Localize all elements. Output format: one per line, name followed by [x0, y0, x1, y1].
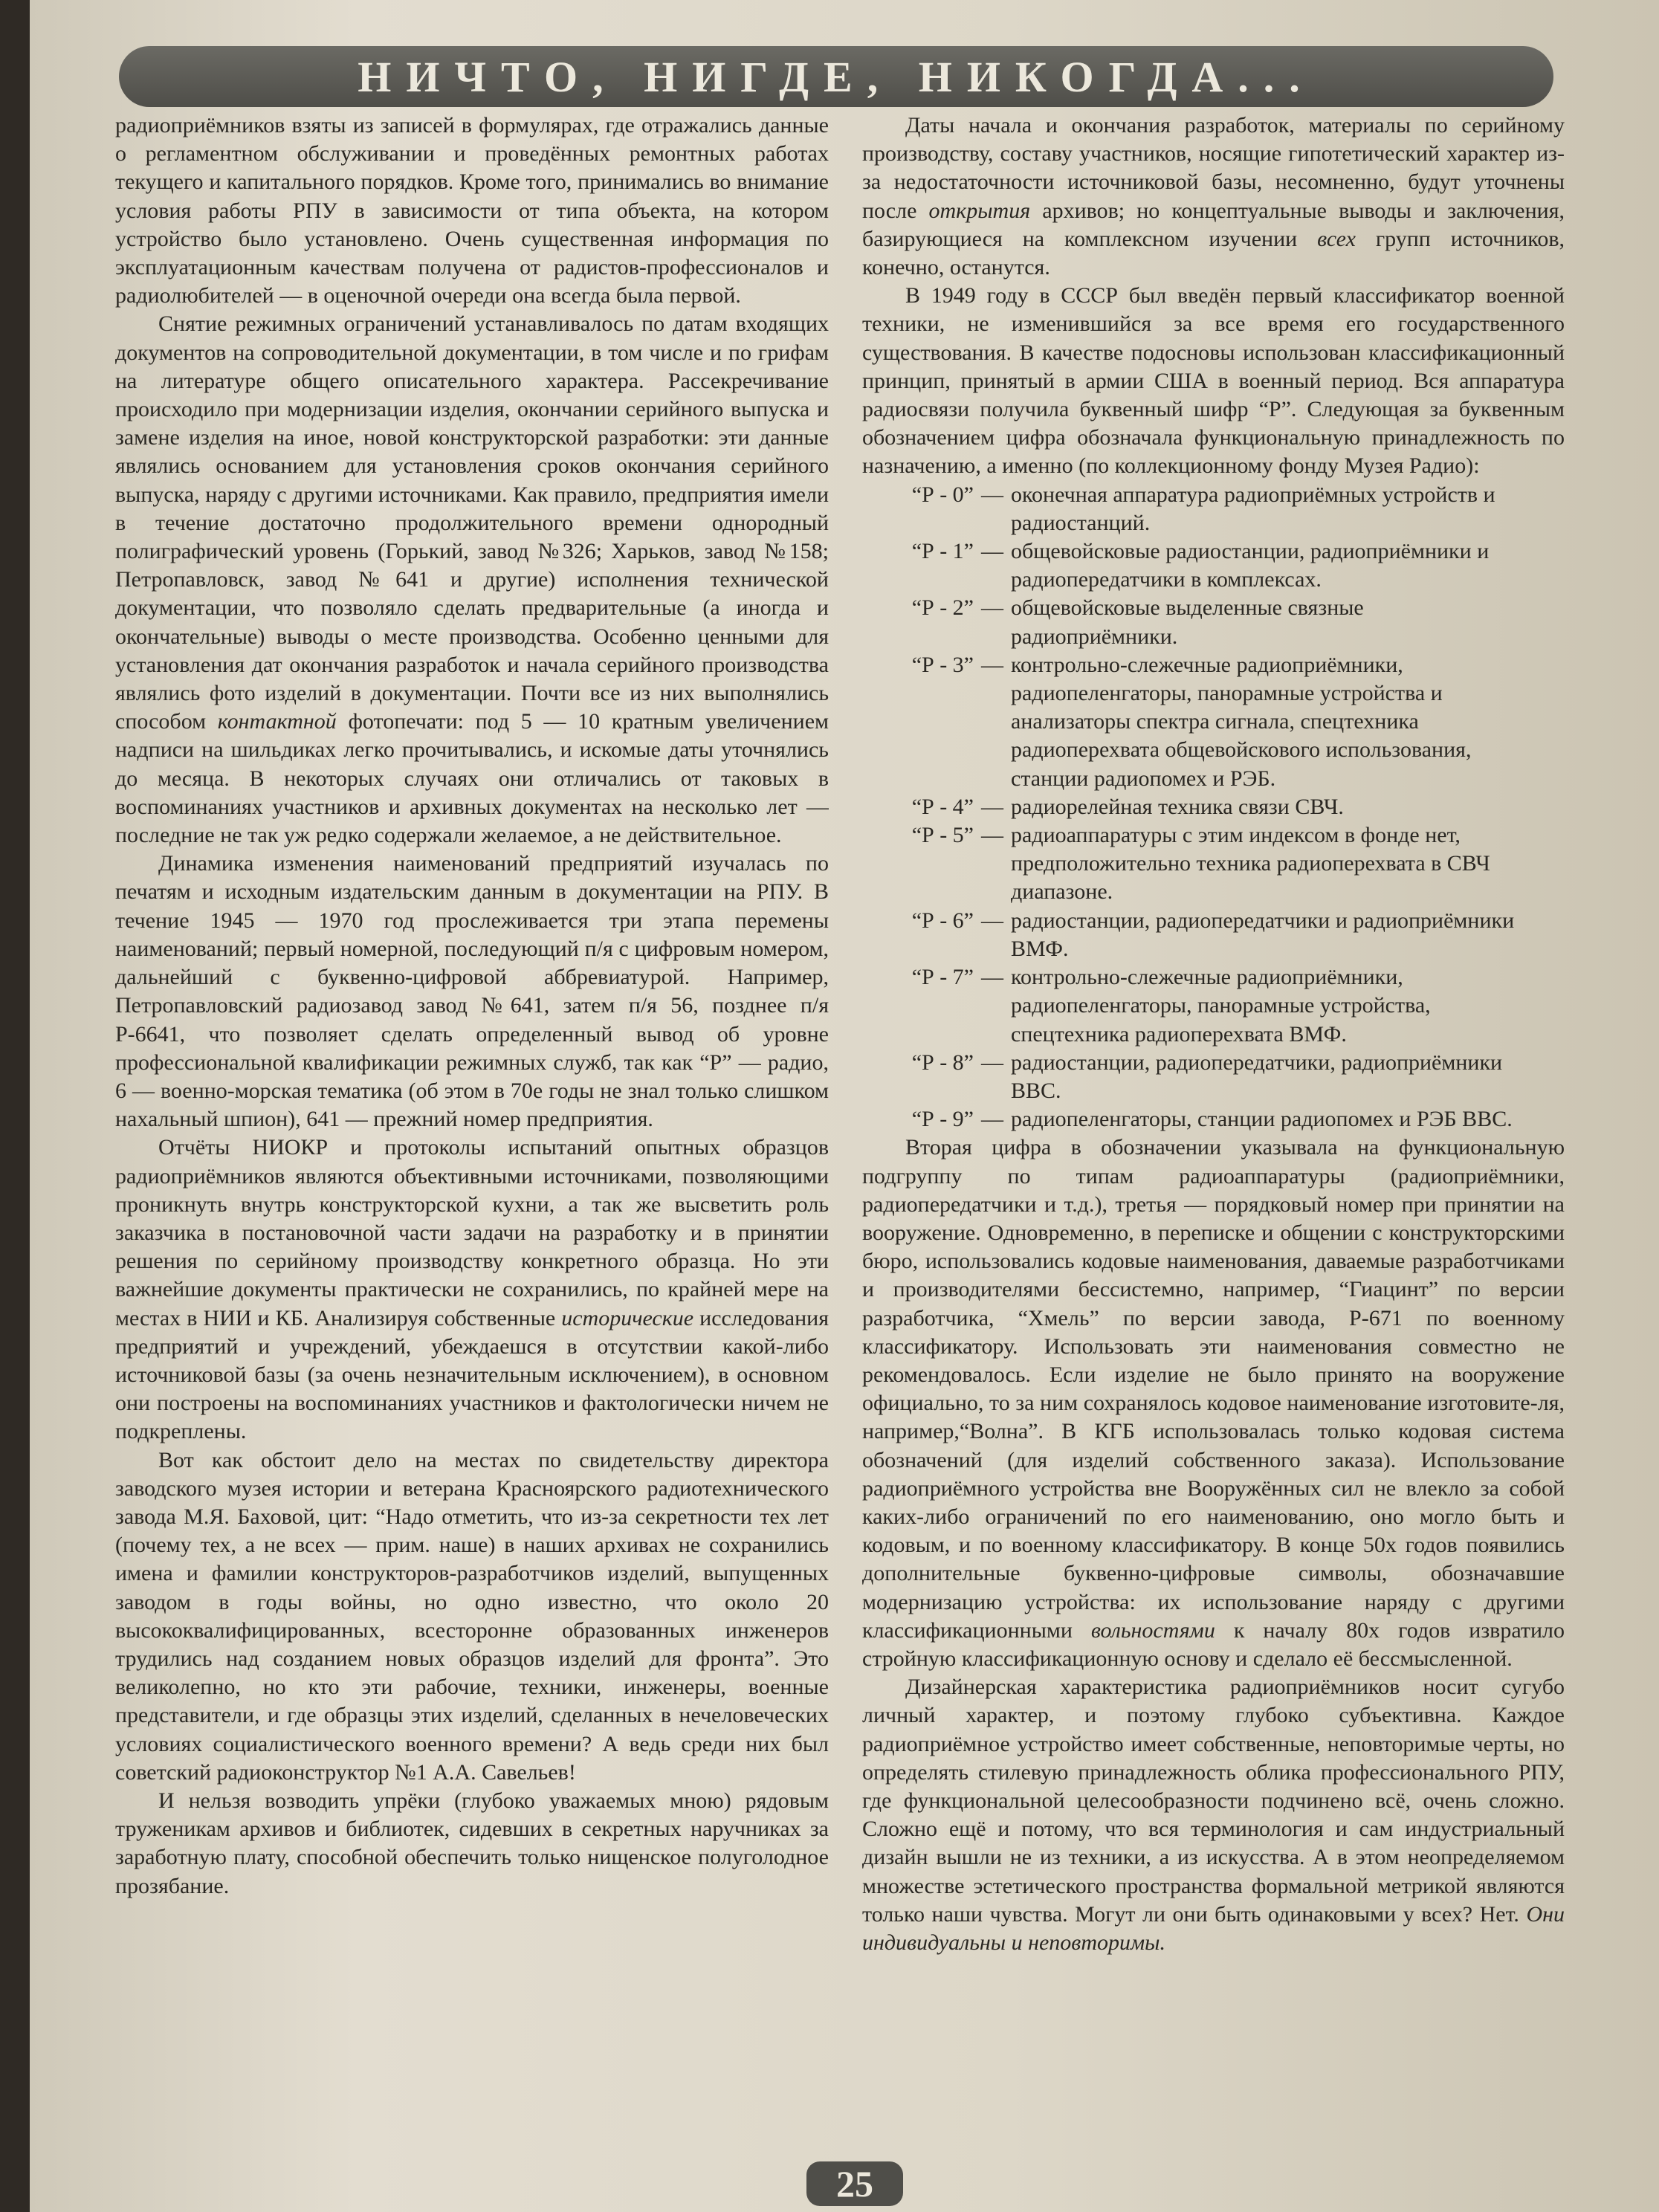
paragraph: И нельзя возводить упрёки (глубоко уважаемых мною) рядовым труженикам архивов и библиотек, сидевших в секретных наручниках за заработную плату, способной обеспечить только нищенское полуголодное прозябание.: [115, 1788, 829, 1898]
classifier-dash: —: [981, 1050, 1003, 1075]
classifier-code: “Р - 0”: [911, 482, 974, 507]
classifier-code: “Р - 4”: [911, 794, 974, 819]
classifier-desc: радиоаппаратуры с этим индексом в фонде нет, предположительно техника радиоперехвата в СВЧ диапазоне.: [1011, 823, 1490, 905]
paragraph: Снятие режимных ограничений устанавливалось по датам входящих документов на сопроводительной документации, в том числе и по грифам на литературе общего описательного характера. Рассекречивание происходило при модернизации изделия, окончании серийного выпуска и замене изделия на иное, новой конструкторской разработки: эти данные являлись основанием для установления сроков окончания серийного выпуска, наряду с другими источниками. Как правило, предприятия имели в течение достаточно продолжительного времени однородный полиграфический уровень (Горький, завод №326; Харьков, завод №158; Петропавловск, завод №641 и другие) исполнения технической документации, что позволяло сделать предварительные (а иногда и окончательные) выводы о месте производства. Особенно ценными для установления дат окончания разработок и начала серийного производства являлись фото изделий в документации. Почти все из них выполнялись способом контактной фотопечати: под 5 — 10 кратным увеличением надписи на шильдиках легко прочитывались, и искомые даты уточнялись до месяца. В некоторых случаях они отличались от таковых в воспоминаниях участников и архивных документах на несколько лет — последние не так уж редко содержали желаемое, а не действительное.: [115, 311, 829, 848]
page-number: 25: [806, 2161, 903, 2206]
classifier-item: [862, 907, 1565, 963]
classifier-item: [862, 651, 1565, 793]
classifier-desc: радиорелейная техника связи СВЧ.: [1011, 794, 1344, 819]
header-banner: [119, 46, 1553, 107]
classifier-desc: оконечная аппаратура радиоприёмных устройств и радиостанций.: [1011, 482, 1495, 535]
classifier-dash: —: [981, 652, 1003, 677]
classifier-list: [862, 481, 1565, 1134]
classifier-desc: общевойсковые радиостанции, радиоприёмники и радиопередатчики в комплексах.: [1011, 539, 1490, 592]
paragraph: В 1949 году в СССР был введён первый классификатор военной техники, не изменившийся за все время его государственного существования. В качестве подосновы использован классификационный принцип, принятый в армии США в военный период. Вся аппаратура радиосвязи получила буквенный шифр “Р”. Следующая за буквенным обозначением цифра обозначала функциональную принадлежность по назначению, а именно (по коллекционному фонду Музея Радио):: [862, 283, 1565, 479]
classifier-dash: —: [981, 823, 1003, 848]
classifier-desc: контрольно-слежечные радиоприёмники, радиопеленгаторы, панорамные устройства и анализаторы спектра сигнала, спецтехника радиоперехвата общевойскового использования, станции радиопомех и РЭБ.: [1011, 652, 1472, 791]
paragraph: Вторая цифра в обозначении указывала на функциональную подгруппу по типам радиоаппаратуры (радиоприёмники, радиопередатчики и т.д.), третья — порядковый номер при принятии на вооружение. Одновременно, в переписке и общении с конструкторскими бюро, использовались кодовые наименования, даваемые разработчиками и производителями бессистемно, например, “Гиацинт” по версии разработчика, “Хмель” по версии завода, Р-671 по военному классификатору. Использовать эти наименования совместно не рекомендовалось. Если изделие не было принято на вооружение официально, то за ним сохранялось кодовое наименование изготовите-ля, например,“Волна”. В КГБ использовалась только кодовая система обозначений (для изделий собственного заказа). Использование радиоприёмного устройства вне Вооружённых сил не влекло за собой каких-либо ограничений по его наименованию, оно могло быть и кодовым, и по военному классификатору. В конце 50х годов появились дополнительные буквенно-цифровые символы, обозначавшие модернизацию устройства: их использование наряду с другими классификационными вольностями к началу 80х годов извратило стройную классификационную основу и сделало её бессмысленной.: [862, 1135, 1565, 1671]
classifier-dash: —: [981, 965, 1003, 990]
right-column: [862, 111, 1565, 2118]
classifier-code: “Р - 2”: [911, 595, 974, 621]
header-title: НИЧТО, НИГДЕ, НИКОГДА...: [358, 52, 1315, 101]
classifier-code: “Р - 1”: [911, 539, 974, 564]
classifier-item: [862, 537, 1565, 594]
classifier-desc: радиостанции, радиопередатчики, радиоприёмники ВВС.: [1011, 1050, 1503, 1103]
paragraph: Отчёты НИОКР и протоколы испытаний опытных образцов радиоприёмников являются объективными источниками, позволяющими проникнуть внутрь конструкторской кухни, а так же высветить роль заказчика в постановочной части задачи на разработку и в принятии решения по серийному производству конкретного образца. Но эти важнейшие документы практически не сохранились, по крайней мере на местах в НИИ и КБ. Анализируя собственные исторические исследования предприятий и учреждений, убеждаешся в отсутствии какой-либо источниковой базы (за очень незначительным исключением), в основном они построены на воспоминаниях участников и фактологически ничем не подкреплены.: [115, 1135, 829, 1444]
classifier-dash: —: [981, 1107, 1003, 1132]
classifier-code: “Р - 5”: [911, 823, 974, 848]
classifier-dash: —: [981, 482, 1003, 507]
classifier-code: “Р - 9”: [911, 1107, 974, 1132]
classifier-dash: —: [981, 794, 1003, 819]
classifier-dash: —: [981, 908, 1003, 933]
classifier-item: [862, 481, 1565, 537]
classifier-dash: —: [981, 595, 1003, 621]
classifier-code: “Р - 6”: [911, 908, 974, 933]
classifier-dash: —: [981, 539, 1003, 564]
classifier-code: “Р - 3”: [911, 652, 974, 677]
classifier-desc: контрольно-слежечные радиоприёмники, радиопеленгаторы, панорамные устройства, спецтехника радиоперехвата ВМФ.: [1011, 965, 1431, 1047]
classifier-item: [862, 821, 1565, 907]
classifier-desc: радиостанции, радиопередатчики и радиоприёмники ВМФ.: [1011, 908, 1515, 961]
classifier-code: “Р - 8”: [911, 1050, 974, 1075]
paragraph: Даты начала и окончания разработок, материалы по серийному производству, составу участников, носящие гипотетический характер из-за недостаточности источниковой базы, несомненно, будут уточнены после открытия архивов; но концептуальные выводы и заключения, базирующиеся на комплексном изучении всех групп источников, конечно, останутся.: [862, 113, 1565, 280]
left-column: [115, 111, 829, 2118]
classifier-desc: радиопеленгаторы, станции радиопомех и РЭБ ВВС.: [1011, 1107, 1513, 1132]
paragraph: радиоприёмников взяты из записей в формулярах, где отражались данные о регламентном обслуживании и проведённых ремонтных работах текущего и капитального порядков. Кроме того, принимались во внимание условия работы РПУ в зависимости от типа объекта, на котором устройство было установлено. Очень существенная информация по эксплуатационным качествам получена от радистов-профессионалов и радиолюбителей — в оценочной очереди она всегда была первой.: [115, 113, 829, 308]
classifier-item: [862, 1049, 1565, 1105]
classifier-code: “Р - 7”: [911, 965, 974, 990]
classifier-item: [862, 793, 1565, 821]
classifier-item: [862, 963, 1565, 1049]
classifier-item: [862, 594, 1565, 650]
paragraph: Вот как обстоит дело на местах по свидетельству директора заводского музея истории и ветерана Красноярского радиотехнического завода М.Я. Баховой, цит: “Надо отметить, что из-за секретности тех лет (почему тех, а не всех — прим. наше) в наших архивах не сохранились имена и фамилии конструкторов-разработчиков изделий, выпущенных заводом в годы войны, но одно известно, что около 20 высококвалифицированных, всесторонне образованных инженеров трудились над созданием новых образцов изделий для фронта”. Это великолепно, но кто эти рабочие, техники, инженеры, военные представители, и где образцы этих изделий, сделанных в нечеловеческих условиях социалистического военного времени? А ведь среди них был советский радиоконструктор №1 А.А. Савельев!: [115, 1447, 829, 1785]
page-edge-shadow: [0, 0, 30, 2212]
paragraph: Динамика изменения наименований предприятий изучалась по печатям и исходным издательским данным в документации на РПУ. В течение 1945 — 1970 год прослеживается три этапа перемены наименований; первый номерной, последующий п/я с цифровым номером, дальнейший с буквенно-цифровой аббревиатурой. Например, Петропавловский радиозавод завод №641, затем п/я 56, позднее п/я Р-6641, что позволяет сделать определенный вывод об уровне профессиональной квалификации режимных служб, так как “Р” — радио, 6 — военно-морская тематика (об этом в 70е годы не знал только слишком нахальный шпион), 641 — прежний номер предприятия.: [115, 851, 829, 1132]
classifier-desc: общевойсковые выделенные связные радиоприёмники.: [1011, 595, 1364, 649]
paragraph: Дизайнерская характеристика радиоприёмников носит сугубо личный характер, и поэтому глубоко субъективна. Каждое радиоприёмное устройство имеет собственные, неповторимые черты, но определять стилевую принадлежность облика профессионального РПУ, где функциональной целесообразности подчинено всё, очень сложно. Сложно ещё и потому, что вся терминология и сам индустриальный дизайн вышли не из техники, а из искусства. А в этом неопределяемом множестве эстетического пространства формальной метрикой являются только наши чувства. Могут ли они быть одинаковыми у всех? Нет. Они индивидуальны и неповторимы.: [862, 1675, 1565, 1955]
classifier-item: [862, 1105, 1565, 1134]
